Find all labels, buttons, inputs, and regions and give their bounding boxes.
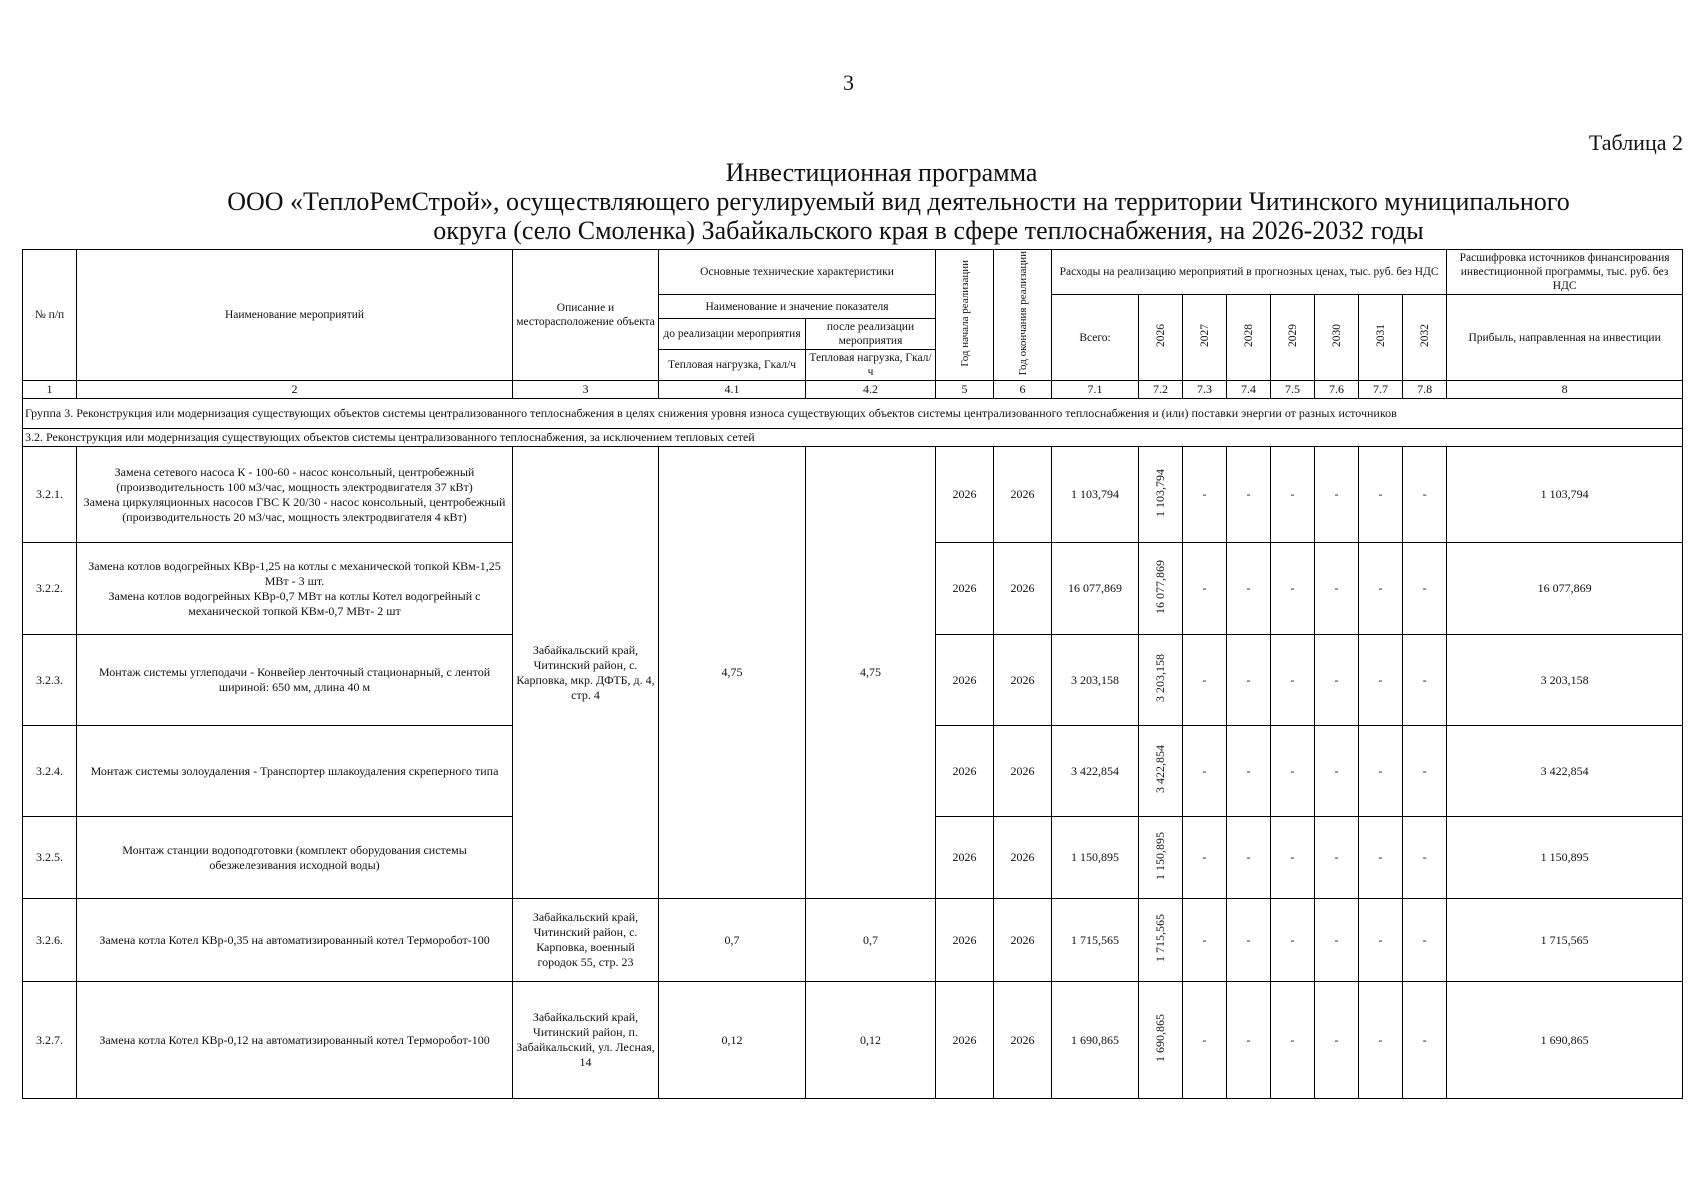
- row-2028: -: [1227, 635, 1271, 726]
- row-total: 3 422,854: [1052, 726, 1139, 817]
- row-location: Забайкальский край, Читинский район, п. Забайкальский, ул. Лесная, 14: [513, 982, 659, 1099]
- row-2032: -: [1403, 982, 1447, 1099]
- row-2029: -: [1271, 982, 1315, 1099]
- row-no: 3.2.6.: [23, 899, 77, 982]
- header-tech: Основные технические характеристики: [659, 250, 936, 295]
- row-2031: -: [1359, 543, 1403, 635]
- row-end: 2026: [994, 899, 1052, 982]
- header-year-2032: 2032: [1403, 295, 1447, 381]
- title-line-2: ООО «ТеплоРемСтрой», осуществляющего регулируемый вид деятельности на территории Читинского муниципального: [227, 187, 1570, 216]
- row-2028: -: [1227, 543, 1271, 635]
- col-num: 3: [513, 381, 659, 399]
- row-no: 3.2.5.: [23, 817, 77, 899]
- header-costs: Расходы на реализацию мероприятий в прогнозных ценах, тыс. руб. без НДС: [1052, 250, 1447, 295]
- row-name: Монтаж станции водоподготовки (комплект оборудования системы обезжелезивания исходной воды): [77, 817, 513, 899]
- row-profit: 1 150,895: [1447, 817, 1683, 899]
- row-2031: -: [1359, 982, 1403, 1099]
- row-2031: -: [1359, 447, 1403, 543]
- row-2026: 1 150,895: [1139, 817, 1183, 899]
- row-2026: 1 690,865: [1139, 982, 1183, 1099]
- col-num: 7.8: [1403, 381, 1447, 399]
- row-profit: 3 203,158: [1447, 635, 1683, 726]
- header-before-unit: Тепловая нагрузка, Гкал/ч: [659, 350, 806, 381]
- row-2028: -: [1227, 447, 1271, 543]
- row-2029: -: [1271, 635, 1315, 726]
- row-total: 1 150,895: [1052, 817, 1139, 899]
- row-no: 3.2.4.: [23, 726, 77, 817]
- row-2027: -: [1183, 726, 1227, 817]
- header-indicator: Наименование и значение показателя: [659, 295, 936, 319]
- row-2027: -: [1183, 982, 1227, 1099]
- row-2026: 3 203,158: [1139, 635, 1183, 726]
- row-start: 2026: [936, 982, 994, 1099]
- header-profit: Прибыль, направленная на инвестиции: [1447, 295, 1683, 381]
- row-no: 3.2.1.: [23, 447, 77, 543]
- row-2032: -: [1403, 817, 1447, 899]
- col-num: 1: [23, 381, 77, 399]
- row-2030: -: [1315, 726, 1359, 817]
- row-2031: -: [1359, 726, 1403, 817]
- row-before: 4,75: [659, 447, 806, 899]
- col-num: 2: [77, 381, 513, 399]
- col-num: 8: [1447, 381, 1683, 399]
- row-2026: 3 422,854: [1139, 726, 1183, 817]
- col-num: 7.2: [1139, 381, 1183, 399]
- col-num: 7.4: [1227, 381, 1271, 399]
- header-no: № п/п: [23, 250, 77, 381]
- row-end: 2026: [994, 982, 1052, 1099]
- row-profit: 1 103,794: [1447, 447, 1683, 543]
- header-total: Всего:: [1052, 295, 1139, 381]
- header-before: до реализации мероприятия: [659, 319, 806, 350]
- row-total: 1 690,865: [1052, 982, 1139, 1099]
- row-profit: 3 422,854: [1447, 726, 1683, 817]
- row-2031: -: [1359, 635, 1403, 726]
- row-name-line: Замена котлов водогрейных КВр-1,25 на котлы с механической топкой КВм-1,25 МВт - 3 шт. Замена котлов водогрейных КВр-0,7 МВт на котлы Котел водогрейный с механической топкой КВм-0,7 МВт- 2 шт: [88, 558, 501, 618]
- row-name: Монтаж системы золоудаления - Транспортер шлакоудаления скреперного типа: [77, 726, 513, 817]
- row-profit: 1 715,565: [1447, 899, 1683, 982]
- row-start: 2026: [936, 543, 994, 635]
- row-2027: -: [1183, 817, 1227, 899]
- row-2028: -: [1227, 726, 1271, 817]
- row-location: Забайкальский край, Читинский район, с. Карповка, мкр. ДФТБ, д. 4, стр. 4: [513, 447, 659, 899]
- row-total: 1 103,794: [1052, 447, 1139, 543]
- row-2026: 1 103,794: [1139, 447, 1183, 543]
- row-2026: 1 715,565: [1139, 899, 1183, 982]
- row-2031: -: [1359, 817, 1403, 899]
- title-line-1: Инвестиционная программа: [725, 158, 1038, 187]
- row-end: 2026: [994, 817, 1052, 899]
- row-end: 2026: [994, 543, 1052, 635]
- row-total: 1 715,565: [1052, 899, 1139, 982]
- col-num: 7.7: [1359, 381, 1403, 399]
- row-before: 0,7: [659, 899, 806, 982]
- col-num: 4.1: [659, 381, 806, 399]
- row-2032: -: [1403, 899, 1447, 982]
- row-after: 0,12: [806, 982, 936, 1099]
- row-total: 3 203,158: [1052, 635, 1139, 726]
- header-name: Наименование мероприятий: [77, 250, 513, 381]
- col-num: 6: [994, 381, 1052, 399]
- row-start: 2026: [936, 817, 994, 899]
- header-after-unit: Тепловая нагрузка, Гкал/ч: [806, 350, 936, 381]
- row-name: [77, 447, 513, 543]
- row-profit: 1 690,865: [1447, 982, 1683, 1099]
- header-sources: Расшифровка источников финансирования инвестиционной программы, тыс. руб. без НДС: [1447, 250, 1683, 295]
- header-year-2030: 2030: [1315, 295, 1359, 381]
- row-end: 2026: [994, 447, 1052, 543]
- header-year-2031: 2031: [1359, 295, 1403, 381]
- row-2030: -: [1315, 817, 1359, 899]
- row-start: 2026: [936, 447, 994, 543]
- row-2030: -: [1315, 982, 1359, 1099]
- row-no: 3.2.3.: [23, 635, 77, 726]
- col-num: 7.1: [1052, 381, 1139, 399]
- col-num: 4.2: [806, 381, 936, 399]
- column-number-row: [23, 381, 1683, 399]
- row-name: Замена котла Котел КВр-0,35 на автоматизированный котел Терморобот-100: [77, 899, 513, 982]
- row-start: 2026: [936, 899, 994, 982]
- table-label: Таблица 2: [1588, 130, 1683, 155]
- header-year-2028: 2028: [1227, 295, 1271, 381]
- row-total: 16 077,869: [1052, 543, 1139, 635]
- row-2028: -: [1227, 817, 1271, 899]
- table-row: [23, 982, 1683, 1099]
- row-2030: -: [1315, 635, 1359, 726]
- header-year-start: Год начала реализации: [936, 250, 994, 381]
- header-year-end: Год окончания реализации: [994, 250, 1052, 381]
- table-row: [23, 899, 1683, 982]
- row-after: 0,7: [806, 899, 936, 982]
- header-location: Описание и месторасположение объекта: [513, 250, 659, 381]
- table-row: [23, 447, 1683, 543]
- row-2030: -: [1315, 447, 1359, 543]
- row-2031: -: [1359, 899, 1403, 982]
- subgroup-title: 3.2. Реконструкция или модернизация существующих объектов системы централизованного теплоснабжения, за исключением тепловых сетей: [23, 429, 1683, 447]
- row-2029: -: [1271, 726, 1315, 817]
- header-year-2026: 2026: [1139, 295, 1183, 381]
- row-2029: -: [1271, 899, 1315, 982]
- document-title: [0, 158, 1697, 245]
- row-2029: -: [1271, 447, 1315, 543]
- header-after: после реализации мероприятия: [806, 319, 936, 350]
- title-line-3: округа (село Смоленка) Забайкальского края в сфере теплоснабжения, на 2026-2032 годы: [433, 216, 1424, 245]
- row-profit: 16 077,869: [1447, 543, 1683, 635]
- col-num: 7.3: [1183, 381, 1227, 399]
- row-2028: -: [1227, 982, 1271, 1099]
- row-2032: -: [1403, 726, 1447, 817]
- row-2032: -: [1403, 635, 1447, 726]
- page-number: 3: [843, 70, 854, 95]
- row-start: 2026: [936, 726, 994, 817]
- row-location: Забайкальский край, Читинский район, с. Карповка, военный городок 55, стр. 23: [513, 899, 659, 982]
- row-2027: -: [1183, 899, 1227, 982]
- row-2029: -: [1271, 543, 1315, 635]
- row-before: 0,12: [659, 982, 806, 1099]
- row-2028: -: [1227, 899, 1271, 982]
- row-2030: -: [1315, 899, 1359, 982]
- row-end: 2026: [994, 635, 1052, 726]
- col-num: 5: [936, 381, 994, 399]
- row-2029: -: [1271, 817, 1315, 899]
- col-num: 7.5: [1271, 381, 1315, 399]
- row-start: 2026: [936, 635, 994, 726]
- row-end: 2026: [994, 726, 1052, 817]
- row-2027: -: [1183, 635, 1227, 726]
- row-2027: -: [1183, 543, 1227, 635]
- row-2032: -: [1403, 447, 1447, 543]
- col-num: 7.6: [1315, 381, 1359, 399]
- row-no: 3.2.7.: [23, 982, 77, 1099]
- investment-table: [22, 249, 1683, 1099]
- row-name: Замена котла Котел КВр-0,12 на автоматизированный котел Терморобот-100: [77, 982, 513, 1099]
- row-name-line: Замена сетевого насоса К - 100-60 - насос консольный, центробежный (производительность 100 м3/час, мощность электродвигателя 37 кВт) Замена циркуляционных насосов ГВС К 20/30 - насос консольный, центробежный (производительность 20 м3/час, мощность электродвигателя 4 кВт): [83, 464, 506, 524]
- header-year-2027: 2027: [1183, 295, 1227, 381]
- row-name: [77, 543, 513, 635]
- group-title: Группа 3. Реконструкция или модернизация существующих объектов системы централизованного теплоснабжения в целях снижения уровня износа существующих объектов системы централизованного теплоснабжения и (или) поставки энергии от разных источников: [23, 399, 1683, 429]
- row-no: 3.2.2.: [23, 543, 77, 635]
- row-after: 4,75: [806, 447, 936, 899]
- row-2032: -: [1403, 543, 1447, 635]
- header-year-2029: 2029: [1271, 295, 1315, 381]
- row-2026: 16 077,869: [1139, 543, 1183, 635]
- row-2027: -: [1183, 447, 1227, 543]
- row-2030: -: [1315, 543, 1359, 635]
- row-name: Монтаж системы углеподачи - Конвейер ленточный стационарный, с лентой шириной: 650 мм, длина 40 м: [77, 635, 513, 726]
